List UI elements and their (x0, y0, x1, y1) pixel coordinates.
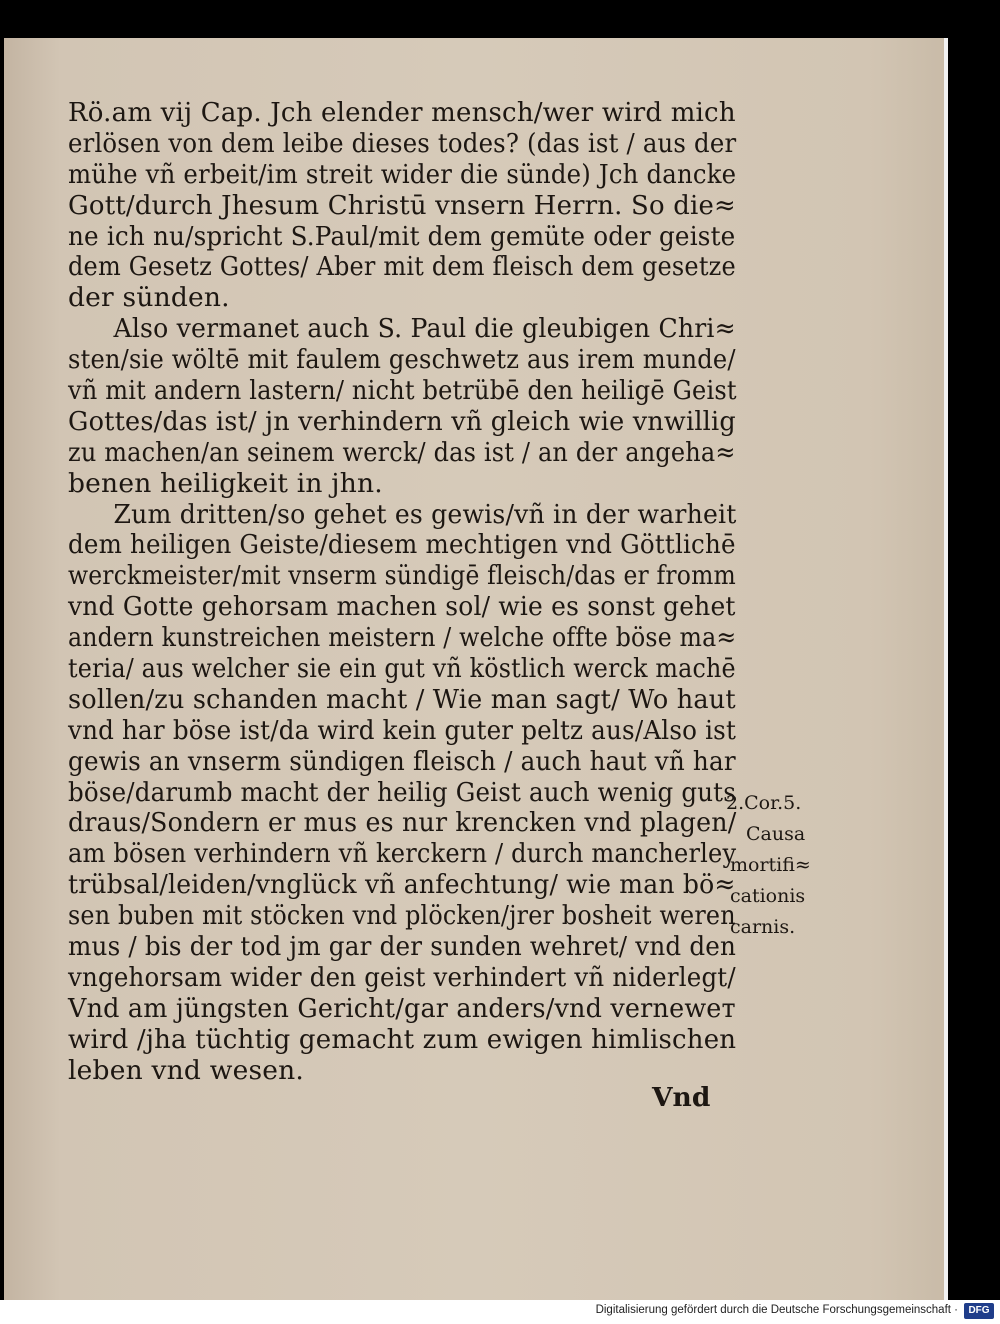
text-line: ne ich nu/spricht S.Paul/mit dem gemüte oder geiste (68, 220, 736, 252)
dfg-logo: DFG (964, 1303, 994, 1319)
text-line: Zum dritten/so gehet es gewis/vñ in der warheit (113, 498, 737, 530)
text-line: wird /jha tüchtig gemacht zum ewigen himlischen (68, 1023, 737, 1055)
text-line: dem heiligen Geiste/diesem mechtigen vnd Göttlichē (68, 529, 736, 561)
text-line: am bösen verhindern vñ kerckern / durch mancherley (68, 838, 737, 870)
text-line: werckmeister/mit vnserm sündigē fleisch/das er fromm (68, 560, 736, 592)
margin-note: mortifi≈ (730, 853, 811, 876)
text-line: Gott/durch Jhesum Christū vnsern Herrn. So die≈ (68, 189, 736, 221)
text-line: gewis an vnserm sündigen fleisch / auch haut vñ har (68, 745, 736, 777)
text-line: erlösen von dem leibe dieses todes? (das ist / aus der (68, 127, 737, 159)
text-line: benen heiligkeit in jhn. (68, 467, 383, 499)
text-line: vnd har böse ist/da wird kein guter peltz aus/Also ist (68, 714, 737, 746)
funding-note: Digitalisierung gefördert durch die Deutsche Forschungsgemeinschaft · (595, 1304, 958, 1316)
text-line: mühe vñ erbeit/im streit wider die sünde) Jch dancke (68, 158, 737, 190)
text-line: draus/Sondern er mus es nur krencken vnd plagen/ (68, 807, 737, 839)
text-line: Rö.am vij Cap. Jch elender mensch/wer wird mich (68, 97, 736, 128)
text-line: vnd Gotte gehorsam machen sol/ wie es sonst gehet (68, 591, 736, 623)
text-line: sen buben mit stöcken vnd plöcken/jrer bosheit weren (68, 900, 736, 932)
text-line: mus / bis der tod jm gar der sunden wehret/ vnd den (68, 931, 737, 963)
text-line: Also vermanet auch S. Paul die gleubigen Chri≈ (113, 313, 736, 345)
text-line: der sünden. (68, 282, 230, 314)
text-line: dem Gesetz Gottes/ Aber mit dem fleisch dem gesetze (68, 251, 736, 283)
text-line: trübsal/leiden/vnglück vñ anfechtung/ wie man bö≈ (68, 869, 736, 901)
margin-notes (716, 788, 816, 942)
text-line: Gottes/das ist/ jn verhindern vñ gleich wie vnwillig (68, 405, 736, 437)
margin-note: 2.Cor.5. (726, 792, 802, 814)
text-line: zu machen/an seinem werck/ das ist / an der angeha≈ (68, 436, 736, 468)
text-line: vñ mit andern lastern/ nicht betrübē den heiligē Geist (68, 375, 737, 407)
margin-note: carnis. (730, 915, 796, 938)
text-line: Vnd am jüngsten Gericht/gar anders/vnd verneweт (68, 992, 736, 1024)
margin-note: cationis (730, 884, 806, 907)
text-line: sten/sie wöltē mit faulem geschwetz aus irem munde/ (68, 344, 736, 376)
text-line: teria/ aus welcher sie ein gut vñ köstlich werck machē (68, 653, 736, 685)
page-edge (944, 38, 948, 1300)
text-line: sollen/zu schanden macht / Wie man sagt/ Wo haut (68, 683, 736, 715)
text-line: böse/darumb macht der heilig Geist auch wenig guts (68, 776, 736, 808)
footer-bar (0, 1300, 1000, 1324)
body-text (68, 98, 736, 1087)
margin-note: Causa (746, 822, 806, 845)
text-line: andern kunstreichen meistern / welche offte böse ma≈ (68, 622, 737, 654)
text-line: vngehorsam wider den geist verhindert vñ niderlegt/ (68, 961, 736, 993)
text-line: leben vnd wesen. (68, 1054, 305, 1086)
catchword: Vnd (652, 1082, 711, 1113)
